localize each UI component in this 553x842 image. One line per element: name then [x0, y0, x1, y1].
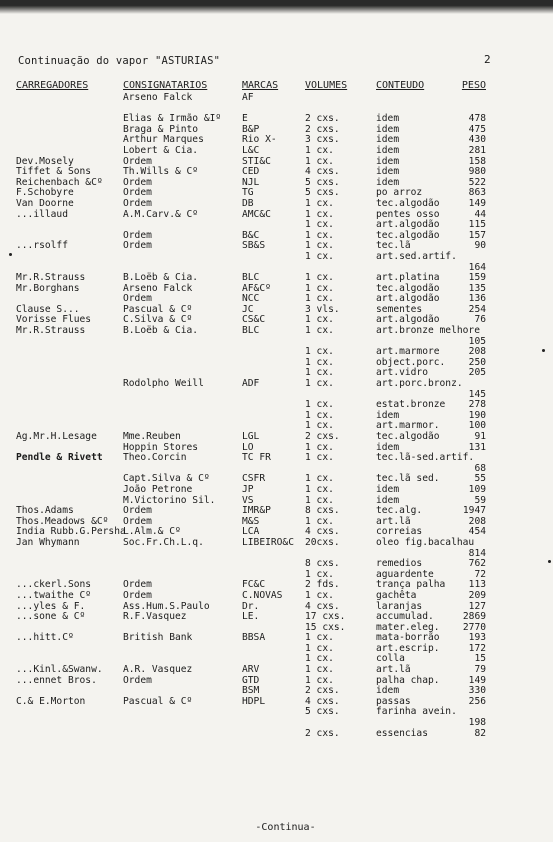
cell-consignor: João Petrone: [123, 483, 193, 495]
cell-content: oleo fig.bacalhau: [376, 536, 475, 548]
cell-weight: 105: [468, 335, 486, 347]
cell-volume: 2 cxs.: [305, 431, 340, 442]
cell-content: art.lã: [376, 515, 411, 527]
cell-consignor: Pascual & Cº: [123, 303, 193, 315]
cell-consignor: Ordem: [123, 515, 152, 527]
header-consignees: CARREGADORES: [16, 80, 89, 91]
cell-weight: 478: [468, 113, 486, 125]
cell-weight: 115: [468, 219, 486, 231]
cell-mark: CSFR: [242, 473, 266, 485]
cell-volume: 8 cxs.: [305, 558, 340, 570]
cell-consignee: Clause S...: [16, 303, 80, 315]
cell-consignor: C.Silva & Cº: [123, 314, 193, 326]
cell-consignor: Th.Wills & Cº: [123, 166, 199, 178]
cell-consignor: Ordem: [123, 187, 152, 199]
cell-weight: 863: [468, 187, 486, 199]
cell-weight: 1947: [462, 505, 486, 517]
cell-weight: 145: [468, 388, 486, 400]
cell-weight: 59: [474, 494, 486, 506]
cell-content: tec.algodão: [376, 197, 440, 209]
cell-consignor: British Bank: [123, 632, 193, 644]
cell-consignee: Vorisse Flues: [16, 314, 92, 326]
cell-volume: 5 cxs.: [305, 187, 340, 199]
cell-weight: 72: [474, 568, 486, 580]
table-row: [0, 146, 553, 157]
cell-consignor: Braga & Pinto: [123, 123, 199, 135]
cell-content: po arroz: [376, 187, 423, 199]
cell-mark: BSM: [242, 685, 260, 697]
cell-mark: IMR&P: [242, 505, 271, 517]
cell-weight: 172: [468, 642, 486, 654]
cell-mark: BLC: [242, 272, 260, 284]
cell-volume: 5 cxs.: [305, 176, 340, 188]
cell-consignor: Ordem: [123, 155, 152, 167]
cell-weight: 76: [474, 314, 486, 326]
cell-mark: ARV: [242, 664, 260, 676]
cell-content: gachêta: [376, 589, 417, 601]
cell-weight: 256: [468, 695, 486, 707]
cell-weight: 814: [468, 547, 486, 559]
cell-volume: 4 cxs.: [305, 695, 340, 707]
cell-consignor: Ordem: [123, 505, 152, 517]
cell-consignee: ...sone & Cº: [16, 611, 86, 623]
cell-weight: 135: [468, 282, 486, 294]
cell-content: idem: [376, 144, 400, 156]
table-row: [0, 729, 553, 740]
cell-weight: 113: [468, 579, 486, 591]
cell-volume: 1 cx.: [305, 219, 334, 231]
cell-weight: 475: [468, 123, 486, 135]
header-consignors: CONSIGNATARIOS: [123, 80, 208, 91]
cell-weight: 44: [474, 208, 486, 220]
cell-mark: L&C: [242, 144, 260, 156]
cell-consignor: Ordem: [123, 176, 152, 188]
cell-volume: 8 cxs.: [305, 505, 340, 517]
cell-consignee: Van Doorne: [16, 197, 74, 209]
cell-weight: 250: [468, 356, 486, 368]
cell-consignee: Ag.Mr.H.Lesage: [16, 431, 97, 442]
cell-consignee: Jan Whymann: [16, 536, 80, 548]
continued-note: -Continua-: [255, 822, 316, 833]
cell-consignor: B.Loëb & Cia.: [123, 272, 199, 284]
cell-content: art.marmor.: [376, 420, 440, 432]
cell-weight: 762: [468, 558, 486, 570]
cell-mark: NJL: [242, 176, 260, 188]
cell-consignee: Mr.Borghans: [16, 282, 80, 294]
cell-content: mater.eleg.: [376, 621, 440, 633]
cell-content: aguardente: [376, 568, 434, 580]
cell-content: art.vidro: [376, 367, 428, 379]
cell-consignee: India Rubb.G.Persha: [16, 526, 126, 538]
cell-content: idem: [376, 176, 400, 188]
cell-content: correias: [376, 526, 423, 538]
cell-volume: 1 cx.: [305, 314, 334, 326]
cell-volume: 1 cx.: [305, 282, 334, 294]
cell-consignee: Dev.Mosely: [16, 155, 74, 167]
cell-mark: GTD: [242, 674, 260, 686]
cell-mark: CED: [242, 166, 260, 178]
table-row: [0, 464, 553, 475]
cell-volume: 1 cx.: [305, 664, 334, 676]
cell-weight: 131: [468, 441, 486, 453]
cell-mark: JP: [242, 483, 254, 495]
cell-consignor: B.Loëb & Cia.: [123, 325, 199, 337]
table-row: [0, 199, 553, 210]
cell-content: art.platina: [376, 272, 440, 284]
cell-content: art.escrip.: [376, 642, 440, 654]
cell-volume: 2 cxs.: [305, 113, 340, 125]
cell-mark: FC&C: [242, 579, 266, 591]
table-row: [0, 538, 553, 549]
cell-mark: AF: [242, 92, 254, 103]
cell-consignee: Mr.R.Strauss: [16, 272, 86, 284]
cell-volume: 17 cxs.: [305, 611, 346, 623]
cell-weight: 109: [468, 483, 486, 495]
cell-consignor: Hoppin Stores: [123, 441, 199, 453]
scan-speck: [9, 253, 12, 256]
cell-content: art.algodão: [376, 219, 440, 231]
cell-mark: Rio X-: [242, 134, 277, 146]
cell-mark: TC FR: [242, 452, 271, 464]
table-row: [0, 241, 553, 252]
cell-volume: 1 cx.: [305, 473, 334, 485]
cell-mark: CS&C: [242, 314, 266, 326]
cell-consignor: R.F.Vasquez: [123, 611, 187, 623]
cell-weight: 100: [468, 420, 486, 432]
cell-weight: 90: [474, 240, 486, 252]
cell-volume: 1 cx.: [305, 378, 334, 390]
cell-weight: 68: [474, 462, 486, 474]
cell-content: tec.lã-sed.artif.: [376, 452, 475, 464]
cell-volume: 1 cx.: [305, 642, 334, 654]
cell-volume: 15 cxs.: [305, 621, 346, 633]
cell-mark: VS: [242, 494, 254, 506]
page-title: Continuação do vapor "ASTURIAS": [18, 55, 221, 67]
cell-volume: 1 cx.: [305, 589, 334, 601]
cell-content: tec.alg.: [376, 505, 423, 517]
cell-consignor: Soc.Fr.Ch.L.q.: [123, 536, 204, 548]
cell-content: estat.bronze: [376, 399, 446, 411]
cell-consignee: F.Schobyre: [16, 187, 74, 199]
cell-volume: 1 cx.: [305, 483, 334, 495]
scan-speck: [542, 349, 545, 352]
cell-weight: 454: [468, 526, 486, 538]
cell-weight: 15: [474, 653, 486, 665]
cell-consignee: Tiffet & Sons: [16, 166, 92, 178]
cell-volume: 4 cxs.: [305, 600, 340, 612]
cell-volume: 1 cx.: [305, 367, 334, 379]
cell-weight: 164: [468, 261, 486, 273]
cell-mark: SB&S: [242, 240, 266, 252]
cell-consignor: Pascual & Cº: [123, 695, 193, 707]
table-row: [0, 453, 553, 464]
cell-weight: 281: [468, 144, 486, 156]
cell-consignor: Ass.Hum.S.Paulo: [123, 600, 210, 612]
cell-weight: 980: [468, 166, 486, 178]
cell-weight: 55: [474, 473, 486, 485]
cell-content: idem: [376, 483, 400, 495]
cell-volume: 1 cx.: [305, 155, 334, 167]
table-row: [0, 718, 553, 729]
scan-top-edge: [0, 0, 553, 14]
cell-volume: 4 cxs.: [305, 526, 340, 538]
cell-weight: 159: [468, 272, 486, 284]
cell-content: colla: [376, 653, 405, 665]
cell-volume: 3 cxs.: [305, 134, 340, 146]
cell-consignor: Theo.Corcin: [123, 452, 187, 464]
cell-content: art.porc.bronz.: [376, 378, 463, 390]
cell-weight: 2770: [462, 621, 486, 633]
cell-mark: ADF: [242, 378, 260, 390]
cell-content: laranjas: [376, 600, 423, 612]
cell-weight: 254: [468, 303, 486, 315]
cell-content: passas: [376, 695, 411, 707]
cell-consignor: Ordem: [123, 674, 152, 686]
cell-consignor: Ordem: [123, 589, 152, 601]
cell-mark: LIBEIRO&C: [242, 536, 294, 548]
cell-content: tec.lã sed.: [376, 473, 440, 485]
cell-consignor: Ordem: [123, 293, 152, 305]
cell-content: idem: [376, 409, 400, 421]
cell-volume: 1 cx.: [305, 272, 334, 284]
cell-volume: 2 fds.: [305, 579, 340, 591]
cell-consignee: ...rsolff: [16, 240, 68, 252]
table-row: [0, 252, 553, 263]
cell-consignee: ...twaithe Cº: [16, 589, 92, 601]
cell-content: idem: [376, 155, 400, 167]
cell-consignor: Ordem: [123, 197, 152, 209]
cell-volume: 1 cx.: [305, 356, 334, 368]
cell-content: art.lã: [376, 664, 411, 676]
cell-weight: 190: [468, 409, 486, 421]
manifest-rows: [0, 93, 553, 833]
table-row: [0, 368, 553, 379]
cell-mark: TG: [242, 187, 254, 199]
cell-content: idem: [376, 134, 400, 146]
cell-consignee: ...Kinl.&Swanw.: [16, 664, 103, 676]
cell-mark: HDPL: [242, 695, 266, 707]
cell-volume: 2 cxs.: [305, 123, 340, 135]
cell-mark: BLC: [242, 325, 260, 337]
cell-mark: AF&Cº: [242, 282, 271, 294]
cell-weight: 430: [468, 134, 486, 146]
cell-weight: 157: [468, 229, 486, 241]
cell-content: tec.algodão: [376, 431, 440, 442]
header-contents: CONTEUDO: [376, 80, 425, 91]
cell-volume: 2 cxs.: [305, 685, 340, 697]
cell-mark: E: [242, 113, 248, 125]
cell-consignor: Arseno Falck: [123, 282, 193, 294]
cell-weight: 127: [468, 600, 486, 612]
cell-content: idem: [376, 166, 400, 178]
cell-mark: NCC: [242, 293, 260, 305]
cell-consignor: A.M.Carv.& Cº: [123, 208, 199, 220]
table-row: [0, 559, 553, 570]
cell-consignee: ...illaud: [16, 208, 68, 220]
cell-weight: 208: [468, 346, 486, 358]
cell-weight: 208: [468, 515, 486, 527]
cell-content: remedios: [376, 558, 423, 570]
table-row: [0, 591, 553, 602]
cell-consignee: Thos.Meadows &Cº: [16, 515, 109, 527]
cell-weight: 2869: [462, 611, 486, 623]
cell-content: art.marmore: [376, 346, 440, 358]
cell-content: art.algodão: [376, 314, 440, 326]
cell-content: tec.lã: [376, 240, 411, 252]
cell-mark: BBSA: [242, 632, 266, 644]
cell-mark: AMC&C: [242, 208, 271, 220]
cell-weight: 198: [468, 717, 486, 729]
cell-mark: M&S: [242, 515, 260, 527]
table-row: [0, 93, 553, 104]
cell-weight: 205: [468, 367, 486, 379]
cell-consignor: Arseno Falck: [123, 92, 193, 103]
table-row: [0, 697, 553, 708]
table-row: [0, 432, 553, 443]
scan-speck: [548, 560, 551, 563]
cell-volume: 1 cx.: [305, 674, 334, 686]
cell-consignor: Elias & Irmão &Iº: [123, 113, 222, 125]
cell-volume: 1 cx.: [305, 441, 334, 453]
cell-weight: 209: [468, 589, 486, 601]
cell-volume: 1 cx.: [305, 208, 334, 220]
cell-mark: LCA: [242, 526, 260, 538]
table-row: [0, 231, 553, 242]
cell-mark: B&P: [242, 123, 260, 135]
cell-mark: B&C: [242, 229, 260, 241]
cell-volume: 4 cxs.: [305, 166, 340, 178]
cell-content: idem: [376, 113, 400, 125]
cell-volume: 1 cx.: [305, 399, 334, 411]
header-weight: PESO: [461, 80, 486, 91]
cell-mark: DB: [242, 197, 254, 209]
cell-content: sementes: [376, 303, 423, 315]
cell-consignee: ...ckerl.Sons: [16, 579, 92, 591]
cell-weight: 91: [474, 431, 486, 442]
cell-consignee: Thos.Adams: [16, 505, 74, 517]
cell-volume: 1 cx.: [305, 240, 334, 252]
cell-consignee: ...ennet Bros.: [16, 674, 97, 686]
cell-consignee: Reichenbach &Cº: [16, 176, 103, 188]
cell-weight: 522: [468, 176, 486, 188]
cell-volume: 2 cxs.: [305, 727, 340, 739]
header-marks: MARCAS: [242, 80, 279, 91]
cell-mark: Dr.: [242, 600, 260, 612]
column-headers: [0, 80, 553, 94]
cell-consignor: L.Alm.& Cº: [123, 526, 181, 538]
cell-volume: 1 cx.: [305, 409, 334, 421]
cell-content: idem: [376, 441, 400, 453]
cell-content: tec.algodão: [376, 229, 440, 241]
cell-consignee: ...yles & F.: [16, 600, 86, 612]
cell-consignee: C.& E.Morton: [16, 695, 86, 707]
cell-volume: 20cxs.: [305, 536, 340, 548]
cell-consignor: Mme.Reuben: [123, 431, 181, 442]
cell-weight: 149: [468, 197, 486, 209]
cell-content: accumulad.: [376, 611, 434, 623]
cell-consignee: Pendle & Rivett: [16, 452, 103, 464]
cell-weight: 82: [474, 727, 486, 739]
cell-volume: 1 cx.: [305, 568, 334, 580]
cell-consignee: Mr.R.Strauss: [16, 325, 86, 337]
table-row: [0, 644, 553, 655]
cell-volume: 1 cx.: [305, 346, 334, 358]
cell-consignor: Rodolpho Weill: [123, 378, 204, 390]
cell-consignor: Ordem: [123, 229, 152, 241]
cell-volume: 1 cx.: [305, 420, 334, 432]
cell-consignor: M.Victorino Sil.: [123, 494, 216, 506]
cell-content: idem: [376, 685, 400, 697]
cell-volume: 3 vls.: [305, 303, 340, 315]
cell-content: art.sed.artif.: [376, 250, 457, 262]
cell-content: farinha avein.: [376, 706, 457, 718]
cell-mark: LE.: [242, 611, 260, 623]
cell-content: pentes osso: [376, 208, 440, 220]
cell-volume: 1 cx.: [305, 515, 334, 527]
page-number: 2: [484, 53, 491, 66]
cell-weight: 136: [468, 293, 486, 305]
cell-weight: 149: [468, 674, 486, 686]
cell-consignor: Capt.Silva & Cº: [123, 473, 210, 485]
cell-content: mata-borrão: [376, 632, 440, 644]
cell-volume: 1 cx.: [305, 229, 334, 241]
cell-volume: 5 cxs.: [305, 706, 340, 718]
cell-consignor: Arthur Marques: [123, 134, 204, 146]
cell-content: palha chap.: [376, 674, 440, 686]
cell-volume: 1 cx.: [305, 653, 334, 665]
table-row: [0, 485, 553, 496]
cell-consignee: ...hitt.Cº: [16, 632, 74, 644]
cell-content: art.algodão: [376, 293, 440, 305]
header-volumes: VOLUMES: [305, 80, 348, 91]
cell-weight: 278: [468, 399, 486, 411]
cell-mark: LO: [242, 441, 254, 453]
cell-content: idem: [376, 494, 400, 506]
cell-content: art.bronze melhore: [376, 325, 480, 337]
cell-volume: 1 cx.: [305, 293, 334, 305]
cell-content: idem: [376, 123, 400, 135]
cell-consignor: Ordem: [123, 240, 152, 252]
cell-mark: C.NOVAS: [242, 589, 283, 601]
cell-weight: 193: [468, 632, 486, 644]
cell-content: essencias: [376, 727, 428, 739]
cell-weight: 79: [474, 664, 486, 676]
cell-volume: 1 cx.: [305, 325, 334, 337]
cell-content: tec.algodão: [376, 282, 440, 294]
cell-mark: LGL: [242, 431, 260, 442]
cell-volume: 1 cx.: [305, 144, 334, 156]
cell-consignor: A.R. Vasquez: [123, 664, 193, 676]
cell-content: object.porc.: [376, 356, 446, 368]
cell-volume: 1 cx.: [305, 494, 334, 506]
cell-consignor: Lobert & Cia.: [123, 144, 199, 156]
footer: [0, 822, 553, 833]
cell-volume: 1 cx.: [305, 197, 334, 209]
cell-volume: 1 cx.: [305, 452, 334, 464]
cell-weight: 330: [468, 685, 486, 697]
cell-weight: 158: [468, 155, 486, 167]
cell-consignor: Ordem: [123, 579, 152, 591]
cell-volume: 1 cx.: [305, 632, 334, 644]
cell-volume: 1 cx.: [305, 250, 334, 262]
cell-content: trança palha: [376, 579, 446, 591]
cell-mark: STI&C: [242, 155, 271, 167]
cell-mark: JC: [242, 303, 254, 315]
